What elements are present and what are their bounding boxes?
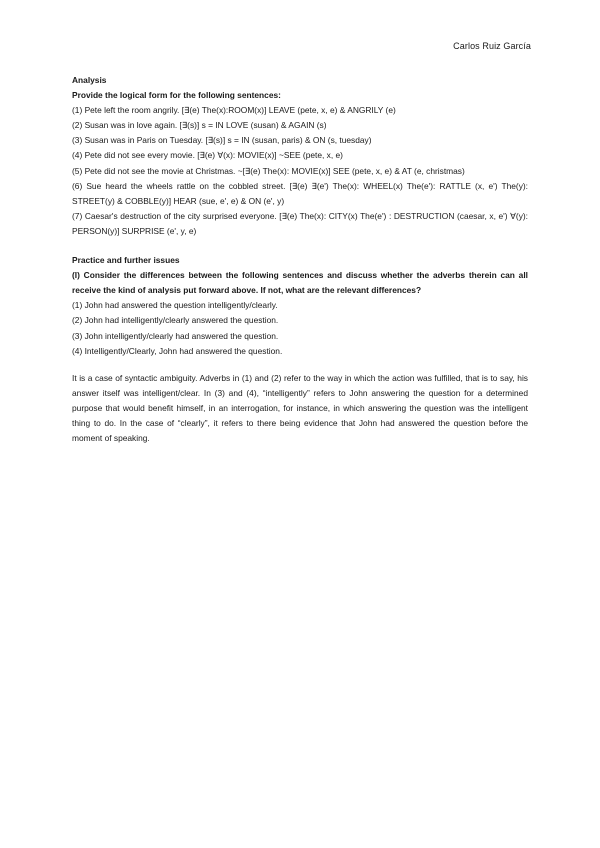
analysis-item-7: (7) Caesar's destruction of the city surprised everyone. [∃(e) The(x): CITY(x) The(e') : DESTRUCTION (caesar, x, e') ∀(y): PERSON(y)] SURPRISE (e', y, e) — [72, 210, 528, 236]
practice-item-1: (1) John had answered the question intelligently/clearly. — [72, 300, 278, 311]
analysis-item-3: (3) Susan was in Paris on Tuesday. [∃(s)] s = IN (susan, paris) & ON (s, tuesday) — [72, 135, 372, 146]
answer-paragraph: It is a case of syntactic ambiguity. Adverbs in (1) and (2) refer to the way in which the action was fulfilled, that is to say, his answer itself was intelligent/clear. In (3) and (4), “intelligently” refers to John answering the question for a determined purpose that would benefit himself, in an interrogation, for instance, in which answering the question was the intelligent thing to do. In the case of “clearly”, it refers to there being evidence that John had answered the question before the moment of speaking. — [72, 372, 528, 444]
analysis-instruction: Provide the logical form for the following sentences: — [72, 90, 281, 101]
analysis-item-4: (4) Pete did not see every movie. [∃(e) ∀(x): MOVIE(x)] ~SEE (pete, x, e) — [72, 150, 343, 161]
analysis-item-5: (5) Pete did not see the movie at Christmas. ~[∃(e) The(x): MOVIE(x)] SEE (pete, x, e) & AT (e, christmas) — [72, 165, 465, 176]
practice-heading: Practice and further issues — [72, 255, 180, 266]
analysis-item-2: (2) Susan was in love again. [∃(s)] s = IN LOVE (susan) & AGAIN (s) — [72, 120, 327, 131]
author-name: Carlos Ruiz García — [453, 41, 531, 51]
practice-item-2: (2) John had intelligently/clearly answered the question. — [72, 315, 279, 326]
analysis-item-1: (1) Pete left the room angrily. [∃(e) The(x):ROOM(x)] LEAVE (pete, x, e) & ANGRILY (e) — [72, 105, 396, 116]
document-body — [72, 73, 528, 446]
practice-item-3: (3) John intelligently/clearly had answered the question. — [72, 330, 279, 341]
analysis-item-6: (6) Sue heard the wheels rattle on the cobbled street. [∃(e) ∃(e') The(x): WHEEL(x) The(e'): RATTLE (x, e') The(y): STREET(y) & COBBLE(y)] HEAR (sue, e', e) & ON (e', y) — [72, 180, 528, 206]
analysis-heading: Analysis — [72, 75, 107, 85]
practice-item-4: (4) Intelligently/Clearly, John had answered the question. — [72, 345, 283, 356]
practice-question: (I) Consider the differences between the following sentences and discuss whether the adverbs therein can all receive the kind of analysis put forward above. If not, what are the relevant differences? — [72, 270, 528, 296]
